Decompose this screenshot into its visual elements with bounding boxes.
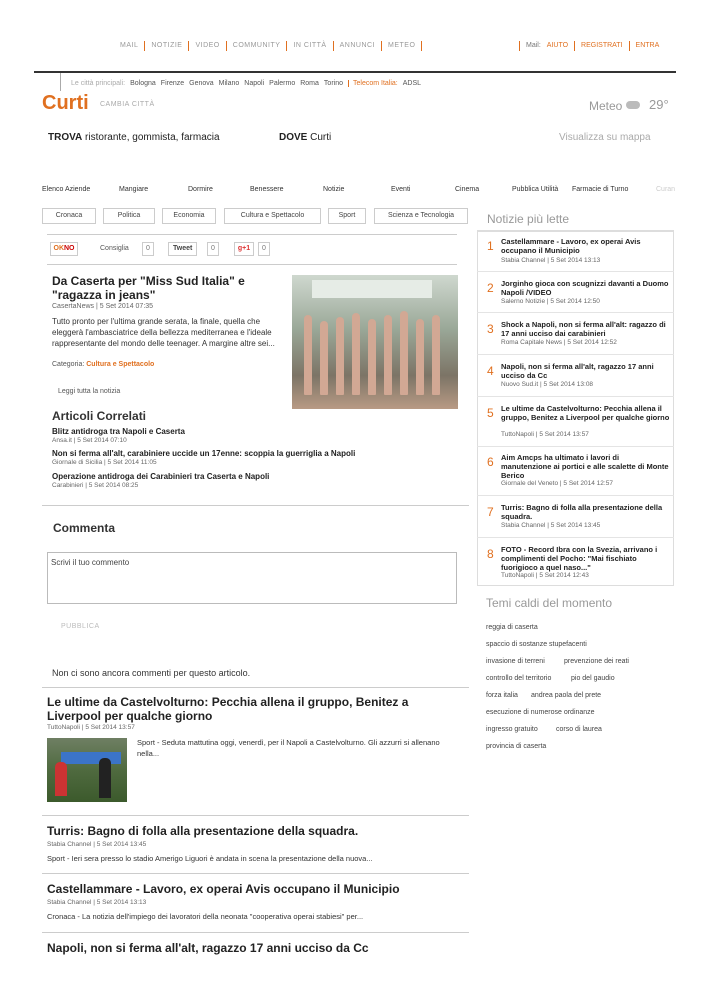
thumb-person [55,762,67,796]
temperature: 29° [649,97,669,112]
divider [47,264,457,265]
divider [42,815,469,816]
rank-number: 2 [487,281,494,295]
topic-tag[interactable]: invasione di terreni [486,658,545,665]
news-desc: Cronaca - La notizia dell'impiego dei lavoratori della neonata "cooperativa operai stabiesi" per... [47,912,364,921]
tab-scienza[interactable]: Scienza e Tecnologia [374,208,468,224]
topic-tag[interactable]: forza italia [486,692,518,699]
news-desc: Sport - Ieri sera presso lo stadio Amerigo Liguori è andata in scena la presentazione della nuova... [47,854,373,863]
article-photo[interactable] [292,275,458,409]
news-title[interactable]: Castellammare - Lavoro, ex operai Avis occupano il Municipio [47,882,400,896]
nav-meteo[interactable]: METEO [382,41,422,51]
rank-number: 4 [487,364,494,378]
most-read-title-text[interactable]: Turris: Bagno di folla alla presentazione della squadra. [501,503,663,521]
most-read-title-text[interactable]: Jorginho gioca con scugnizzi davanti a Duomo Napoli /VIDEO [501,279,669,297]
rank-number: 8 [487,547,494,561]
divider [477,396,674,397]
cat-elenco-aziende[interactable]: Elenco Aziende [42,186,91,193]
nav-in-citta[interactable]: IN CITTÀ [287,41,333,51]
news-title[interactable]: Le ultime da Castelvolturno: Pecchia allena il gruppo, Benitez a Liverpool per qualche giorno [47,695,409,723]
news-meta: TuttoNapoli | 5 Set 2014 13:57 [47,724,135,731]
related-item [52,449,355,466]
cat-dormire[interactable]: Dormire [188,186,213,193]
related-item-title[interactable]: Blitz antidroga tra Napoli e Caserta [52,427,185,436]
city-link[interactable]: Roma [300,80,319,87]
city-link[interactable]: Palermo [269,80,296,87]
photo-figure [336,317,344,395]
nav-notizie[interactable]: NOTIZIE [145,41,189,51]
related-item-meta: Giornale di Sicilia | 5 Set 2014 11:05 [52,459,157,466]
header-tick [60,73,61,91]
topic-tag[interactable]: corso di laurea [556,726,602,733]
comment-input[interactable]: Scrivi il tuo commento [47,552,457,604]
registrati-link[interactable]: REGISTRATI [574,41,628,51]
publish-button[interactable]: PUBBLICA [61,623,100,630]
most-read-meta: Roma Capitale News | 5 Set 2014 12:52 [501,339,617,346]
most-read-meta: Stabia Channel | 5 Set 2014 13:45 [501,522,601,529]
map-link[interactable]: Visualizza su mappa [559,132,651,143]
topic-tag[interactable]: controllo del territorio [486,675,552,682]
related-item-meta: Carabinieri | 5 Set 2014 08:25 [52,482,139,489]
thumb-sign [61,752,121,764]
search-where[interactable] [279,132,331,143]
city-link[interactable]: Firenze [160,80,185,87]
topic-tag[interactable]: pio del gaudio [571,675,615,682]
ok-label: OK [53,245,64,252]
photo-figure [432,315,440,395]
cat-eventi[interactable]: Eventi [391,186,411,193]
category-label: Categoria: [52,361,85,368]
city-link[interactable]: Bologna [130,80,156,87]
header-divider [34,71,676,73]
cat-pubblica-utilita[interactable]: Pubblica Utilità [512,186,559,193]
cat-benessere[interactable]: Benessere [250,186,284,193]
city-link[interactable]: Torino [323,80,343,87]
tab-cultura[interactable]: Cultura e Spettacolo [224,208,321,224]
article-category [52,361,154,368]
mail-label: Mail: [519,41,547,51]
topic-tag[interactable]: esecuzione di numerose ordinanze [486,709,595,716]
topic-tag[interactable]: andrea paola del prete [531,692,602,699]
rank-number: 6 [487,455,494,469]
rank-number: 5 [487,406,494,420]
tab-sport[interactable]: Sport [328,208,366,224]
consiglia-count: 0 [142,242,154,256]
related-title: Articoli Correlati [52,409,147,423]
divider [477,354,674,355]
article-date: 5 Set 2014 07:35 [99,303,154,310]
tab-economia[interactable]: Economia [162,208,216,224]
dove-input[interactable]: Curti [310,132,332,143]
news-title[interactable]: Napoli, non si ferma all'alt, ragazzo 17 anni ucciso da Cc [47,941,369,955]
article-title[interactable]: Da Caserta per "Miss Sud Italia" e "ragazza in jeans" [52,274,245,302]
photo-banner [312,280,432,298]
divider [477,446,674,447]
aiuto-link[interactable]: AIUTO [546,42,569,49]
cat-notizie[interactable]: Notizie [323,186,345,193]
city-link[interactable]: Napoli [244,80,265,87]
change-city-link[interactable]: CAMBIA CITTÀ [100,101,155,108]
topic-tag[interactable]: ingresso gratuito [486,726,538,733]
photo-figure [320,321,328,395]
most-read-title-text[interactable]: Aim Amcps ha ultimato i lavori di manutenzione ai portici e alle scalette di Monte Berico [501,453,669,480]
most-read-meta: TuttoNapoli | 5 Set 2014 13:57 [501,431,589,438]
divider [42,687,469,688]
related-item-title[interactable]: Non si ferma all'alt, carabiniere uccide un 17enne: scoppia la guerriglia a Napoli [52,449,356,458]
telecom-label: Telecom Italia: [348,80,398,87]
most-read-meta: Nuovo Sud.it | 5 Set 2014 13:08 [501,381,594,388]
article-source[interactable]: CasertaNews [52,303,95,310]
divider [477,312,674,313]
top-nav [114,41,422,51]
tab-politica[interactable]: Politica [103,208,155,224]
no-comments: Non ci sono ancora commenti per questo articolo. [52,668,251,678]
hot-topics-title: Temi caldi del momento [486,596,613,610]
cat-cinema[interactable]: Cinema [455,186,480,193]
trova-label: TROVA [48,132,83,143]
most-read-title-text[interactable]: FOTO - Record Ibra con la Svezia, arrivano i complimenti del Pocho: "Mai fischiato fuorigioco a quel naso..." [501,545,658,572]
related-item-meta: Ansa.it | 5 Set 2014 07:10 [52,437,127,444]
divider [477,495,674,496]
meteo-label[interactable]: Meteo [589,99,623,113]
article-body: Tutto pronto per l'ultima grande serata, la finale, quella che eleggerà l'ambasciatrice della bellezza mediterranea e l'ideale rappresentante del mondo delle teenager. A margine altre sei... [52,317,275,348]
rank-number: 1 [487,239,494,253]
photo-figure [304,315,312,395]
news-meta: Stabia Channel | 5 Set 2014 13:13 [47,899,147,906]
comment-title: Commenta [53,521,116,535]
most-read-title-text[interactable]: Le ultime da Castelvolturno: Pecchia allena il gruppo, Benitez a Liverpool per qualche giorno [501,404,670,422]
city-link[interactable]: Genova [189,80,214,87]
entra-link[interactable]: ENTRA [629,41,666,51]
rank-number: 3 [487,322,494,336]
category-link[interactable]: Cultura e Spettacolo [86,361,155,368]
tab-cronaca[interactable]: Cronaca [42,208,96,224]
most-read-title-text[interactable]: Shock a Napoli, non si ferma all'alt: ragazzo di 17 anni ucciso dai carabinieri [501,320,666,338]
related-item [52,427,185,444]
divider [42,873,469,874]
divider [47,234,457,235]
divider [42,932,469,933]
related-item [52,472,269,489]
most-read-title-text[interactable]: Napoli, non si ferma all'alt, ragazzo 17 anni ucciso da Cc [501,362,654,380]
cat-farmacie[interactable]: Farmacie di Turno [572,186,629,193]
article-meta: CasertaNews | 5 Set 2014 07:35 [52,303,154,310]
photo-figure [400,311,408,395]
topic-tag[interactable]: reggia di caserta [486,624,538,631]
nav-mail[interactable]: MAIL [114,41,145,51]
photo-figure [416,319,424,395]
rank-number: 7 [487,505,494,519]
nav-community[interactable]: COMMUNITY [227,41,288,51]
cat-curan[interactable]: Curan [656,186,676,193]
news-meta: Stabia Channel | 5 Set 2014 13:45 [47,841,147,848]
topic-tag[interactable]: prevenzione dei reati [564,658,629,665]
tweet-button[interactable]: Tweet [168,242,197,256]
main-cities [71,80,421,87]
photo-figure [352,313,360,395]
search-what[interactable] [48,132,220,143]
news-desc: Sport - Seduta mattutina oggi, venerdì, per il Napoli a Castelvolturno. Gli azzurri si allenano nella... [137,738,440,758]
topic-tag[interactable]: spaccio di sostanze stupefacenti [486,641,587,648]
news-title[interactable]: Turris: Bagno di folla alla presentazione della squadra. [47,824,359,838]
photo-figure [384,315,392,395]
city-title: Curti [42,92,89,114]
city-link[interactable]: Milano [218,80,240,87]
most-read-title-text[interactable]: Castellammare - Lavoro, ex operai Avis occupano il Municipio [501,237,641,255]
photo-figure [368,319,376,395]
most-read-meta: Stabia Channel | 5 Set 2014 13:13 [501,257,601,264]
divider [42,505,469,506]
nav-annunci[interactable]: ANNUNCI [334,41,382,51]
tweet-count: 0 [207,242,219,256]
trova-input[interactable]: ristorante, gommista, farmacia [85,132,220,143]
consiglia-button[interactable]: Consiglia [100,245,129,252]
ok-no-button[interactable] [50,242,78,256]
divider [477,537,674,538]
news-thumbnail[interactable] [47,738,127,802]
divider [477,271,674,272]
cat-mangiare[interactable]: Mangiare [119,186,149,193]
adsl-link[interactable]: ADSL [402,80,422,87]
related-item-title[interactable]: Operazione antidroga dei Carabinieri tra Caserta e Napoli [52,472,270,481]
user-nav [519,41,665,51]
gplus-button[interactable]: g+1 [234,242,254,256]
read-more-link[interactable]: Leggi tutta la notizia [58,388,121,395]
no-label: NO [64,245,75,252]
most-read-meta: Salerno Notizie | 5 Set 2014 12:50 [501,298,600,305]
cloud-icon [626,101,640,109]
nav-video[interactable]: VIDEO [189,41,226,51]
most-read-title: Notizie più lette [487,212,570,226]
most-read-meta: Giornale del Veneto | 5 Set 2014 12:57 [501,480,613,487]
cities-label: Le città principali: [71,80,126,87]
dove-label: DOVE [279,132,308,143]
gplus-count: 0 [258,242,270,256]
topic-tag[interactable]: provincia di caserta [486,743,547,750]
most-read-meta: TuttoNapoli | 5 Set 2014 12:43 [501,572,589,579]
thumb-person [99,758,111,798]
